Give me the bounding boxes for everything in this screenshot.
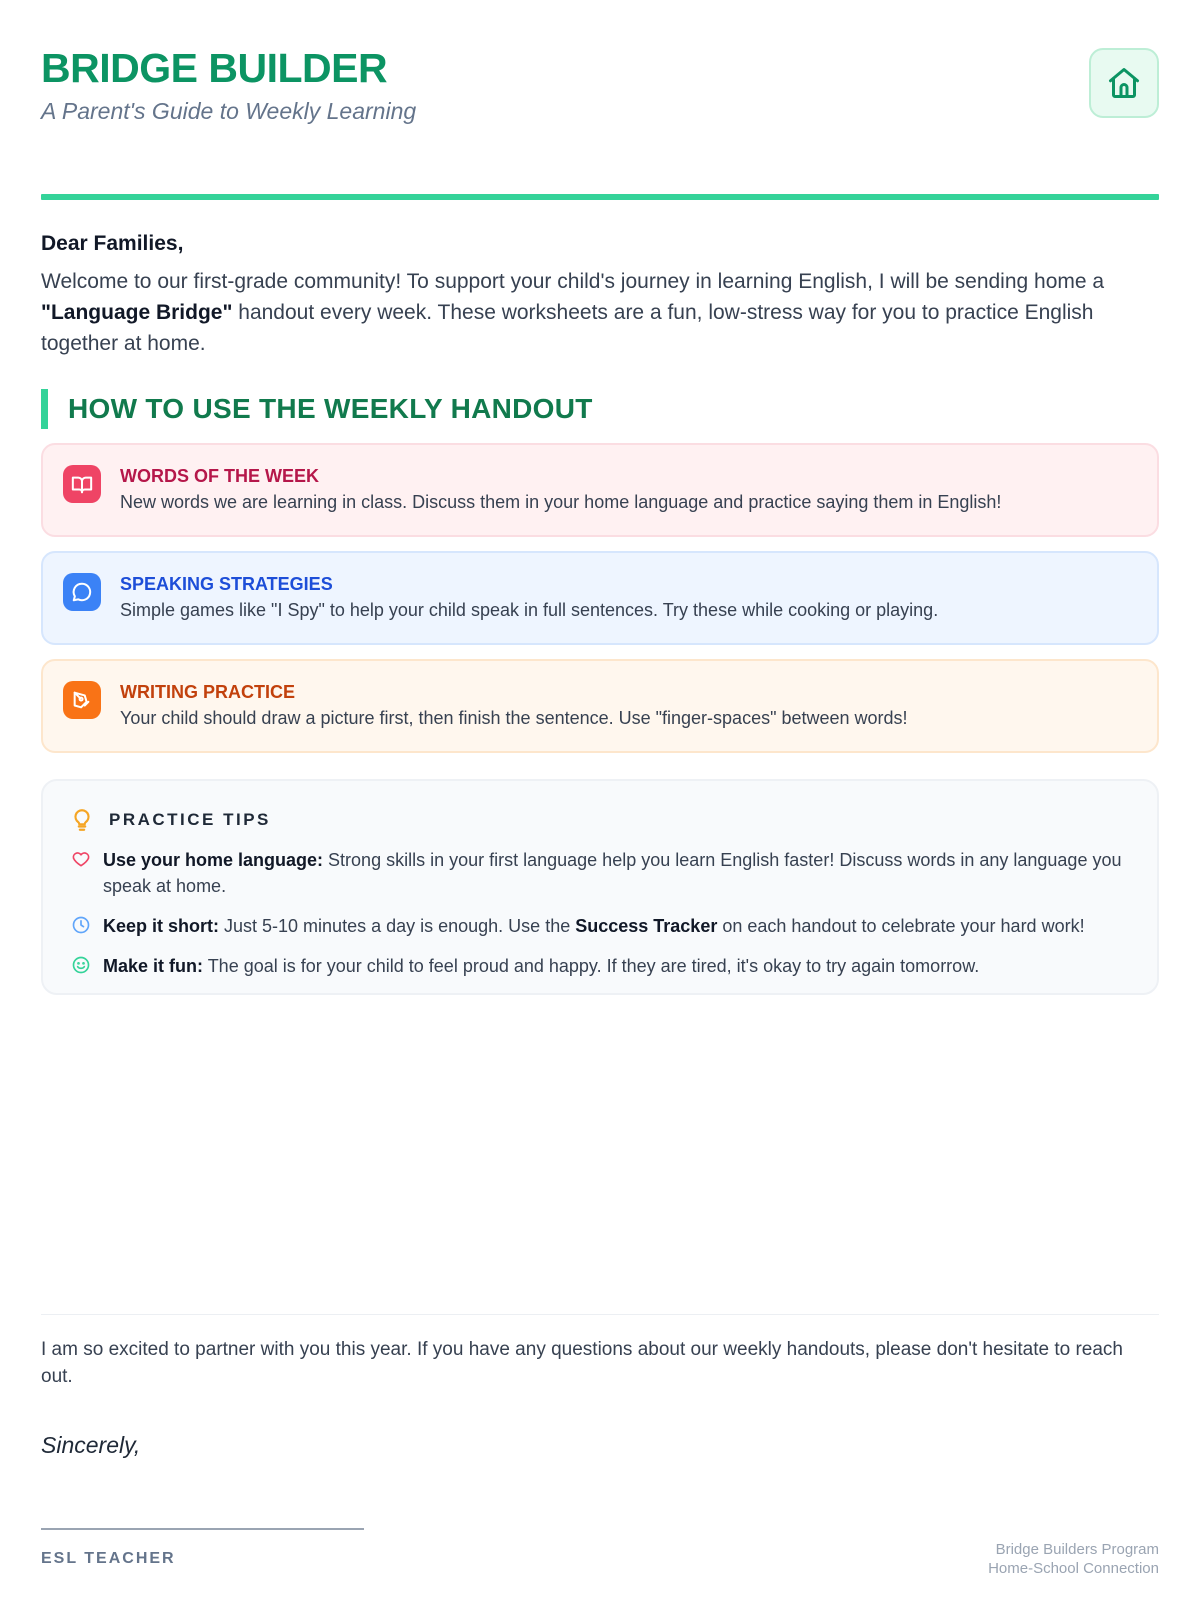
- pen-icon: [63, 681, 101, 719]
- tip-bold-inline: Success Tracker: [575, 916, 718, 936]
- handout-cards: [41, 443, 1159, 753]
- card-title: WORDS OF THE WEEK: [120, 466, 319, 486]
- intro-text-1: Welcome to our first-grade community! To support your child's journey in learning English, I will be sending home a: [41, 270, 1105, 293]
- card-text: Simple games like "I Spy" to help your child speak in full sentences. Try these while cooking or playing.: [120, 600, 939, 620]
- lightbulb-icon: [69, 807, 95, 833]
- tip-text: [103, 913, 1085, 939]
- tip-body: The goal is for your child to feel proud and happy. If they are tired, it's okay to try again tomorrow.: [203, 956, 980, 976]
- card-words-of-the-week: [41, 443, 1159, 537]
- greeting: Dear Families,: [41, 232, 184, 255]
- tip-text: [103, 953, 979, 979]
- intro-bold: "Language Bridge": [41, 301, 233, 324]
- signature-line: [41, 1528, 364, 1530]
- heart-icon: [69, 849, 93, 869]
- closing-divider: [41, 1314, 1159, 1315]
- smiley-icon: [69, 955, 93, 975]
- tip-item: [69, 847, 1131, 899]
- home-button[interactable]: [1089, 48, 1159, 118]
- tip-body: Strong skills in your first language help you learn English faster! Discuss words in any language you speak at home.: [103, 850, 1122, 896]
- book-icon: [63, 465, 101, 503]
- card-title: WRITING PRACTICE: [120, 682, 295, 702]
- program-info: [988, 1540, 1159, 1578]
- tips-heading: PRACTICE TIPS: [109, 810, 271, 829]
- sign-off: Sincerely,: [41, 1432, 141, 1458]
- page-subtitle: A Parent's Guide to Weekly Learning: [41, 98, 417, 124]
- section-heading: [41, 389, 1159, 429]
- tip-bold: Use your home language:: [103, 850, 324, 870]
- tip-body: Just 5-10 minutes a day is enough. Use the: [219, 916, 576, 936]
- tip-bold: Make it fun:: [103, 956, 204, 976]
- tip-item: [69, 913, 1131, 939]
- card-title: SPEAKING STRATEGIES: [120, 574, 333, 594]
- tip-text: [103, 847, 1131, 899]
- header-divider: [41, 194, 1159, 200]
- tip-body-end: on each handout to celebrate your hard work!: [717, 916, 1085, 936]
- intro-text-2: handout every week. These worksheets are a fun, low-stress way for you to practice English together at home.: [41, 301, 1094, 355]
- header: [41, 0, 1159, 154]
- home-icon: [1106, 65, 1142, 101]
- clock-icon: [69, 915, 93, 935]
- closing-paragraph: I am so excited to partner with you this year. If you have any questions about our weekly handouts, please don't hesitate to reach out.: [41, 1339, 1123, 1387]
- card-text: New words we are learning in class. Discuss them in your home language and practice saying them in English!: [120, 492, 1002, 512]
- speech-bubble-icon: [63, 573, 101, 611]
- tips-header: [69, 807, 1131, 833]
- program-name: Bridge Builders Program: [995, 1541, 1159, 1558]
- page-title: BRIDGE BUILDER: [41, 45, 388, 91]
- card-speaking-strategies: [41, 551, 1159, 645]
- section-heading-text: HOW TO USE THE WEEKLY HANDOUT: [68, 393, 593, 424]
- intro-paragraph: [41, 266, 1159, 359]
- tip-bold: Keep it short:: [103, 916, 220, 936]
- program-tagline: Home-School Connection: [988, 1560, 1159, 1577]
- card-text: Your child should draw a picture first, then finish the sentence. Use "finger-spaces" between words!: [120, 708, 908, 728]
- tip-item: [69, 953, 1131, 979]
- signature-role: ESL TEACHER: [41, 1550, 176, 1567]
- practice-tips-box: [41, 779, 1159, 995]
- card-writing-practice: [41, 659, 1159, 753]
